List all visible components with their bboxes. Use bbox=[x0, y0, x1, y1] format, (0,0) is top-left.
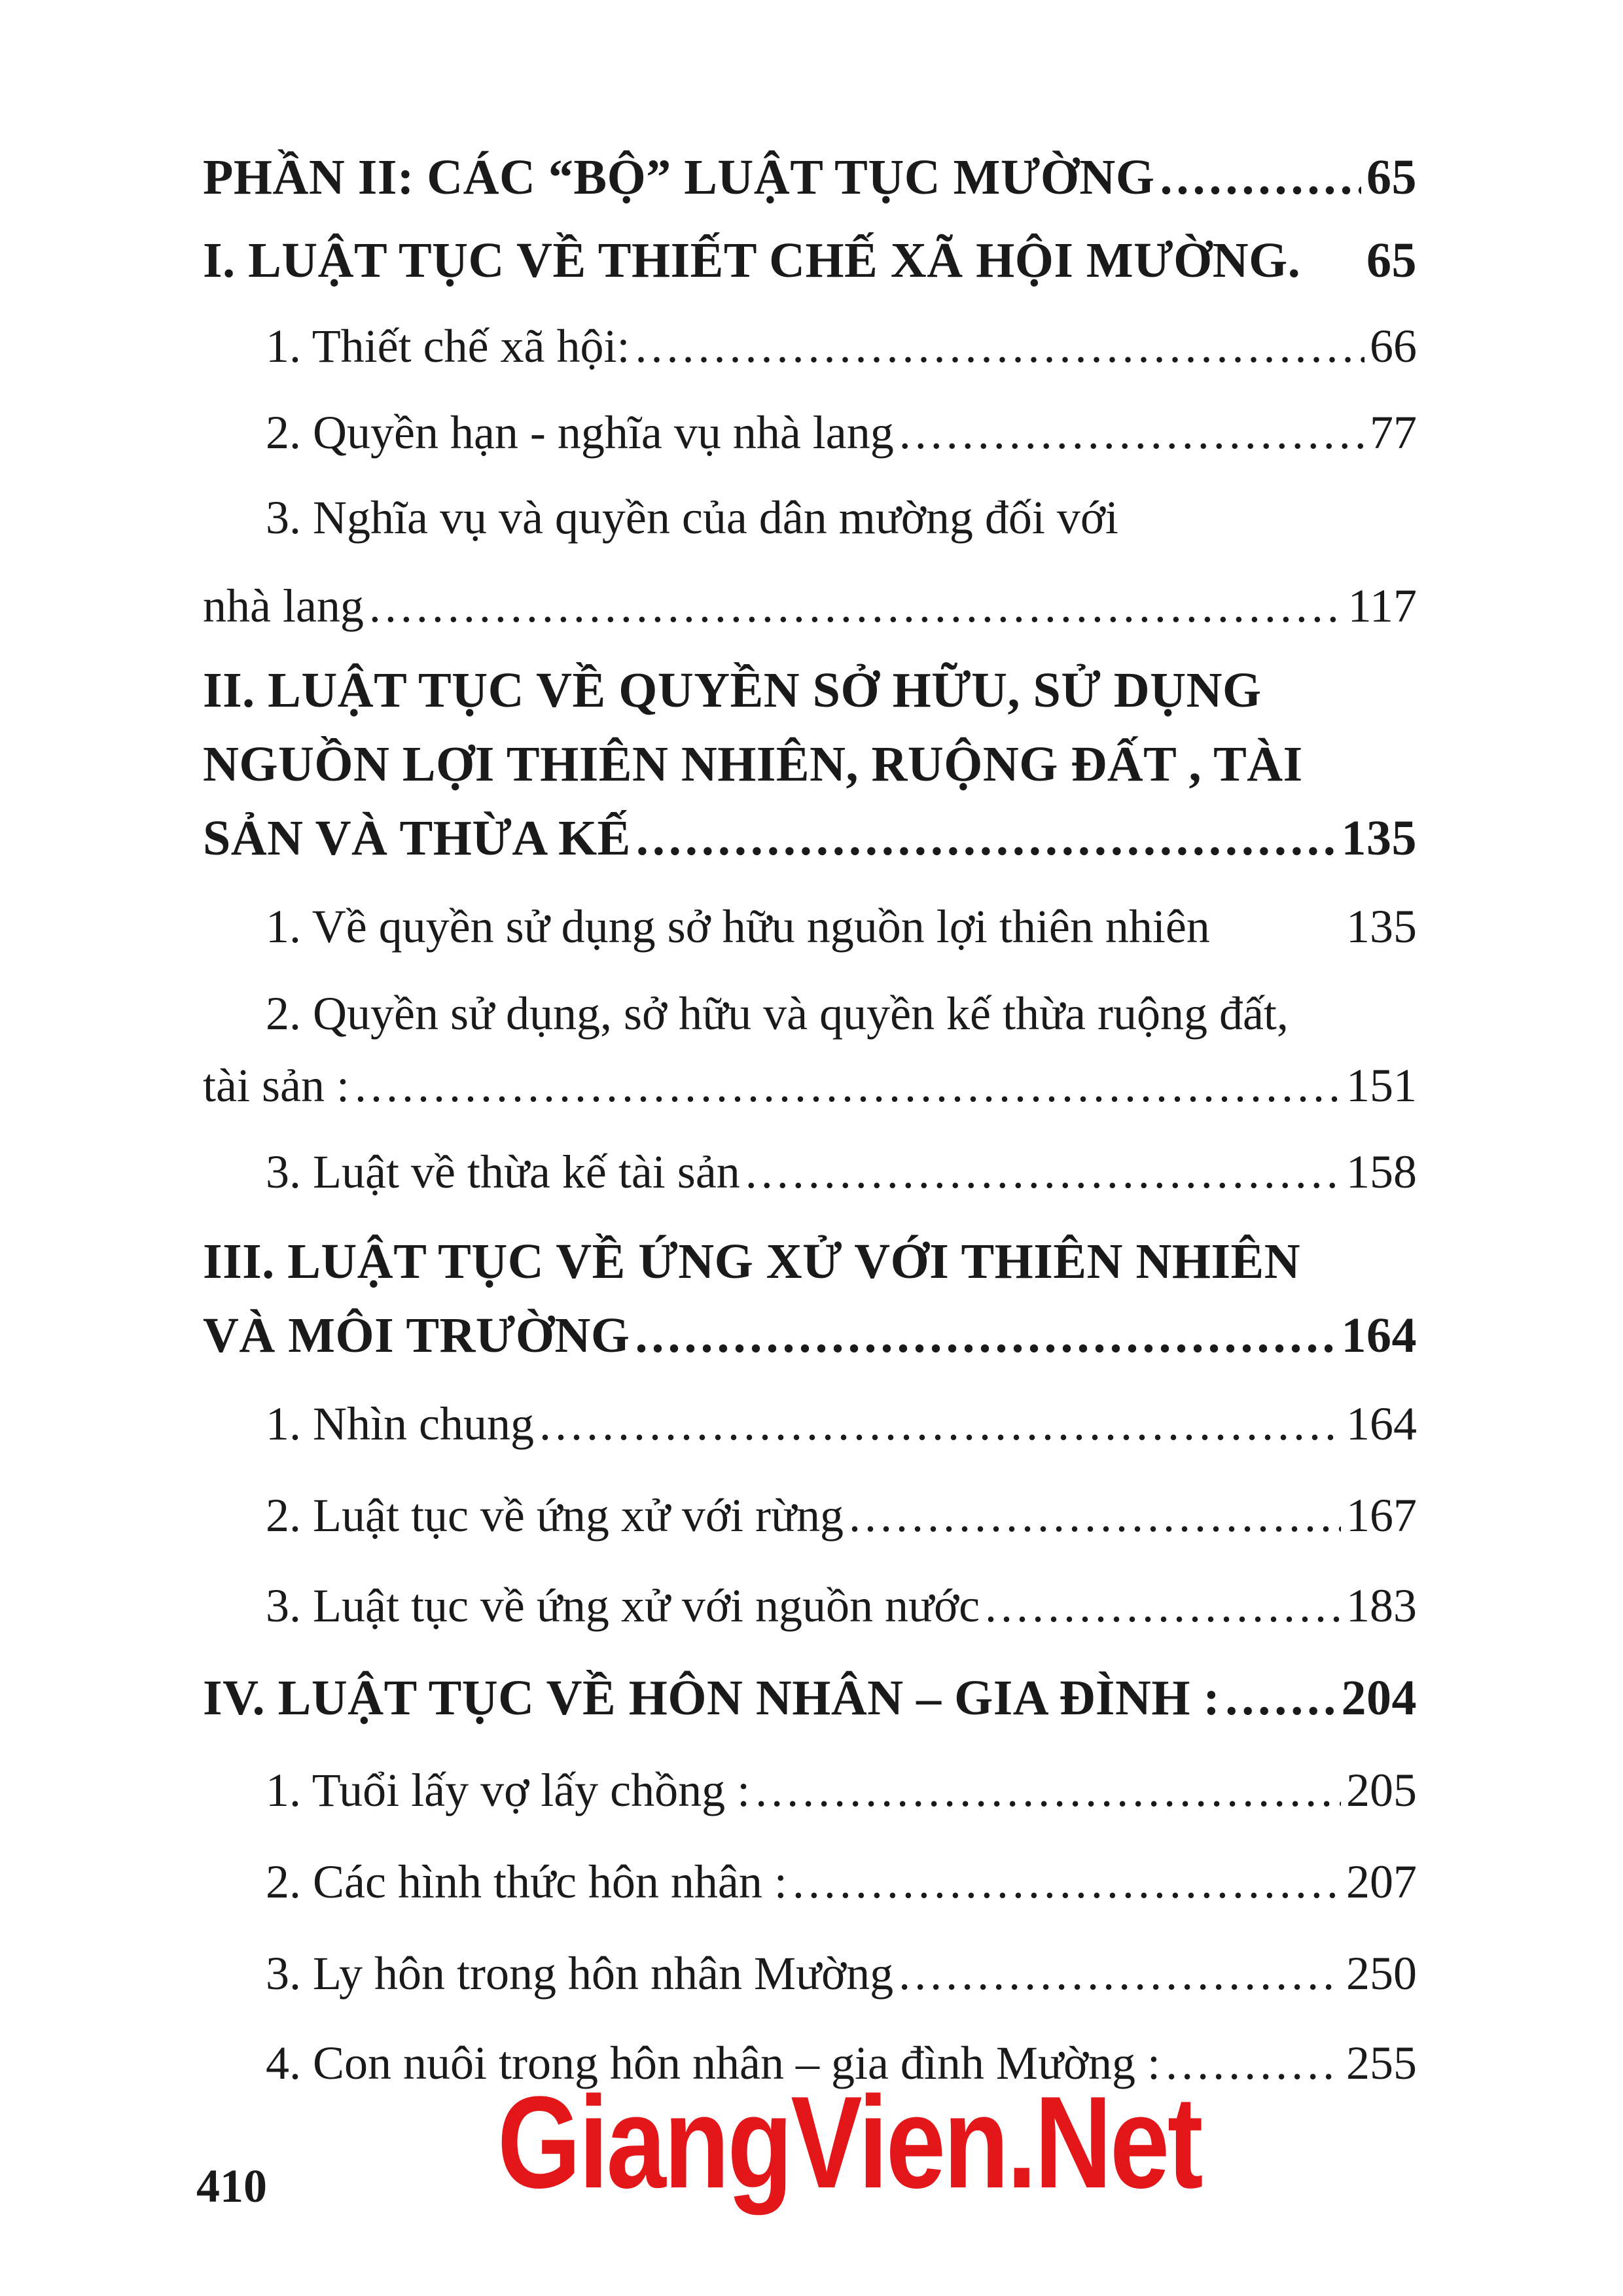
toc-entry-label: 2. Quyền hạn - nghĩa vụ nhà lang bbox=[266, 406, 894, 459]
dot-leader bbox=[369, 579, 1343, 633]
toc-entry-page: 164 bbox=[1346, 1398, 1417, 1450]
toc-entry-title: SẢN VÀ THỪA KẾ bbox=[203, 811, 631, 866]
toc-entry-2-1 bbox=[266, 900, 1417, 954]
toc-entry-4-1 bbox=[266, 1763, 1417, 1818]
toc-entry-label: tài sản : bbox=[203, 1059, 349, 1112]
toc-entry-label: 3. Luật về thừa kế tài sản bbox=[266, 1146, 740, 1198]
toc-entry-3-1 bbox=[266, 1397, 1417, 1451]
toc-entry-4-2 bbox=[266, 1855, 1417, 1909]
toc-entry-page: 135 bbox=[1346, 900, 1417, 953]
dot-leader bbox=[635, 319, 1364, 374]
toc-entry-label: 4. Con nuôi trong hôn nhân – gia đình Mường : bbox=[266, 2037, 1161, 2089]
dot-leader bbox=[899, 406, 1364, 460]
dot-leader bbox=[985, 1579, 1341, 1633]
toc-entry-section-2-line1 bbox=[203, 662, 1417, 719]
toc-entry-page: 135 bbox=[1341, 811, 1417, 866]
watermark-logo: GiangVien.Net bbox=[497, 2070, 1202, 2216]
toc-entry-4-3 bbox=[266, 1947, 1417, 2001]
toc-entry-3-2 bbox=[266, 1489, 1417, 1543]
toc-entry-1-2 bbox=[266, 406, 1417, 460]
dot-leader bbox=[355, 1059, 1341, 1113]
dot-leader bbox=[899, 1947, 1341, 2001]
toc-entry-section-3-line1 bbox=[203, 1233, 1417, 1290]
toc-entry-label: 3. Nghĩa vụ và quyền của dân mường đối với bbox=[266, 491, 1118, 544]
toc-entry-1-1 bbox=[266, 319, 1417, 374]
toc-entry-part2 bbox=[203, 149, 1417, 206]
toc-entry-title: NGUỒN LỢI THIÊN NHIÊN, RUỘNG ĐẤT , TÀI bbox=[203, 737, 1303, 792]
toc-entry-page: 255 bbox=[1346, 2037, 1417, 2089]
dot-leader bbox=[636, 810, 1336, 867]
toc-entry-label: 2. Các hình thức hôn nhân : bbox=[266, 1856, 787, 1908]
toc-entry-page: 207 bbox=[1346, 1856, 1417, 1908]
toc-entry-label: 1. Về quyền sử dụng sở hữu nguồn lợi thiên nhiên bbox=[266, 900, 1210, 953]
toc-entry-title: III. LUẬT TỤC VỀ ỨNG XỬ VỚI THIÊN NHIÊN bbox=[203, 1234, 1301, 1289]
toc-entry-page: 204 bbox=[1341, 1670, 1417, 1725]
toc-entry-1-3-line2 bbox=[203, 579, 1417, 633]
toc-entry-label: 2. Luật tục về ứng xử với rừng bbox=[266, 1489, 844, 1542]
toc-entry-page: 151 bbox=[1346, 1059, 1417, 1112]
dot-leader bbox=[539, 1397, 1341, 1451]
toc-entry-page: 164 bbox=[1341, 1308, 1417, 1363]
toc-entry-label: 1. Thiết chế xã hội: bbox=[266, 320, 630, 372]
toc-entry-1-3-line1 bbox=[266, 491, 1417, 545]
page-number: 410 bbox=[196, 2160, 267, 2212]
toc-page bbox=[203, 0, 1417, 2296]
toc-entry-section-3-line2 bbox=[203, 1307, 1417, 1364]
toc-entry-title: VÀ MÔI TRƯỜNG bbox=[203, 1308, 630, 1363]
toc-entry-title: IV. LUẬT TỤC VỀ HÔN NHÂN – GIA ĐÌNH : bbox=[203, 1670, 1221, 1725]
toc-entry-page: 65 bbox=[1366, 233, 1417, 288]
toc-entry-2-2-line2 bbox=[203, 1059, 1417, 1113]
toc-entry-label: 1. Nhìn chung bbox=[266, 1398, 534, 1450]
dot-leader bbox=[1160, 149, 1361, 206]
toc-entry-page: 77 bbox=[1370, 406, 1417, 459]
toc-entry-section-4 bbox=[203, 1670, 1417, 1727]
toc-entry-label: 3. Luật tục về ứng xử với nguồn nước bbox=[266, 1580, 980, 1632]
toc-entry-title: II. LUẬT TỤC VỀ QUYỀN SỞ HỮU, SỬ DỤNG bbox=[203, 663, 1262, 718]
dot-leader bbox=[1225, 1670, 1336, 1727]
toc-entry-page: 250 bbox=[1346, 1947, 1417, 2000]
dot-leader bbox=[755, 1763, 1341, 1818]
dot-leader bbox=[745, 1145, 1341, 1199]
toc-entry-page: 117 bbox=[1347, 580, 1417, 632]
toc-entry-page: 183 bbox=[1346, 1580, 1417, 1632]
dot-leader bbox=[635, 1307, 1336, 1364]
toc-entry-label: 1. Tuổi lấy vợ lấy chồng : bbox=[266, 1764, 751, 1816]
toc-entry-page: 65 bbox=[1366, 150, 1417, 205]
toc-entry-page: 66 bbox=[1370, 320, 1417, 372]
toc-entry-label: 2. Quyền sử dụng, sở hữu và quyền kế thừa ruộng đất, bbox=[266, 987, 1289, 1040]
toc-entry-section-2-line2 bbox=[203, 736, 1417, 793]
toc-entry-section-2-line3 bbox=[203, 810, 1417, 867]
dot-leader bbox=[849, 1489, 1341, 1543]
toc-entry-2-2-line1 bbox=[266, 987, 1417, 1041]
toc-entry-title: I. LUẬT TỤC VỀ THIẾT CHẾ XÃ HỘI MƯỜNG. bbox=[203, 233, 1301, 288]
toc-entry-3-3 bbox=[266, 1579, 1417, 1633]
toc-entry-page: 167 bbox=[1346, 1489, 1417, 1542]
toc-entry-label: nhà lang bbox=[203, 580, 364, 632]
toc-entry-title: PHẦN II: CÁC “BỘ” LUẬT TỤC MƯỜNG bbox=[203, 150, 1155, 205]
toc-entry-label: 3. Ly hôn trong hôn nhân Mường bbox=[266, 1947, 894, 2000]
toc-entry-page: 158 bbox=[1346, 1146, 1417, 1198]
toc-entry-section-1 bbox=[203, 232, 1417, 289]
toc-entry-2-3 bbox=[266, 1145, 1417, 1199]
toc-entry-page: 205 bbox=[1346, 1764, 1417, 1816]
dot-leader bbox=[793, 1855, 1341, 1909]
